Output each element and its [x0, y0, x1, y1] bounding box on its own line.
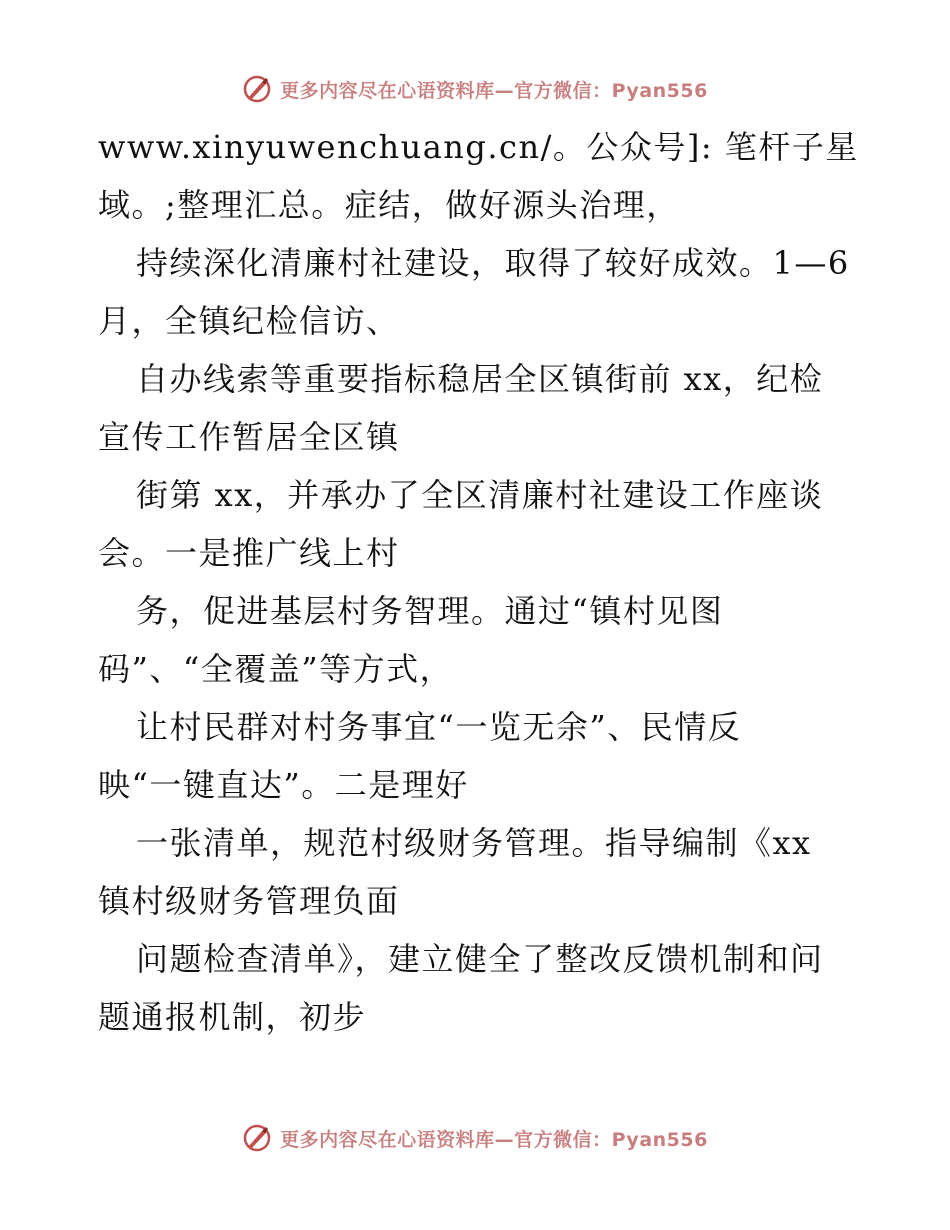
text-line: 让村民群对村务事宜“一览无余”、民情反: [136, 708, 742, 746]
footer-watermark: [0, 1123, 950, 1153]
text-line: 映“一键直达”。二是理好: [98, 766, 469, 804]
pen-circle-logo-icon: [242, 1123, 272, 1153]
document-body: [98, 118, 878, 1046]
text-line: 月，全镇纪检信访、: [98, 302, 400, 340]
text-line: 会。一是推广线上村: [98, 534, 400, 572]
text-line: 自办线索等重要指标稳居全区镇街前 xx，纪检: [136, 360, 824, 398]
watermark-text: 更多内容尽在心语资料库—官方微信：Pyan556: [280, 79, 708, 102]
text-line: www.xinyuwenchuang.cn/。公众号]: 笔杆子星: [98, 128, 859, 166]
header-watermark: [0, 74, 950, 104]
text-line: 码”、“全覆盖”等方式，: [98, 650, 454, 688]
text-line: 题通报机制，初步: [98, 998, 367, 1036]
watermark-text: 更多内容尽在心语资料库—官方微信：Pyan556: [280, 1128, 708, 1151]
text-line: 务，促进基层村务智理。通过“镇村见图: [136, 592, 724, 630]
text-line: 一张清单，规范村级财务管理。指导编制《xx: [136, 824, 812, 862]
text-line: 宣传工作暂居全区镇: [98, 418, 400, 456]
text-line: 问题检查清单》，建立健全了整改反馈机制和问: [136, 940, 824, 978]
text-line: 街第 xx，并承办了全区清廉村社建设工作座谈: [136, 476, 824, 514]
text-line: 域。;整理汇总。症结，做好源头治理，: [98, 186, 680, 224]
pen-circle-logo-icon: [242, 74, 272, 104]
text-line: 镇村级财务管理负面: [98, 882, 400, 920]
text-line: 持续深化清廉村社建设，取得了较好成效。1—6: [136, 244, 850, 282]
